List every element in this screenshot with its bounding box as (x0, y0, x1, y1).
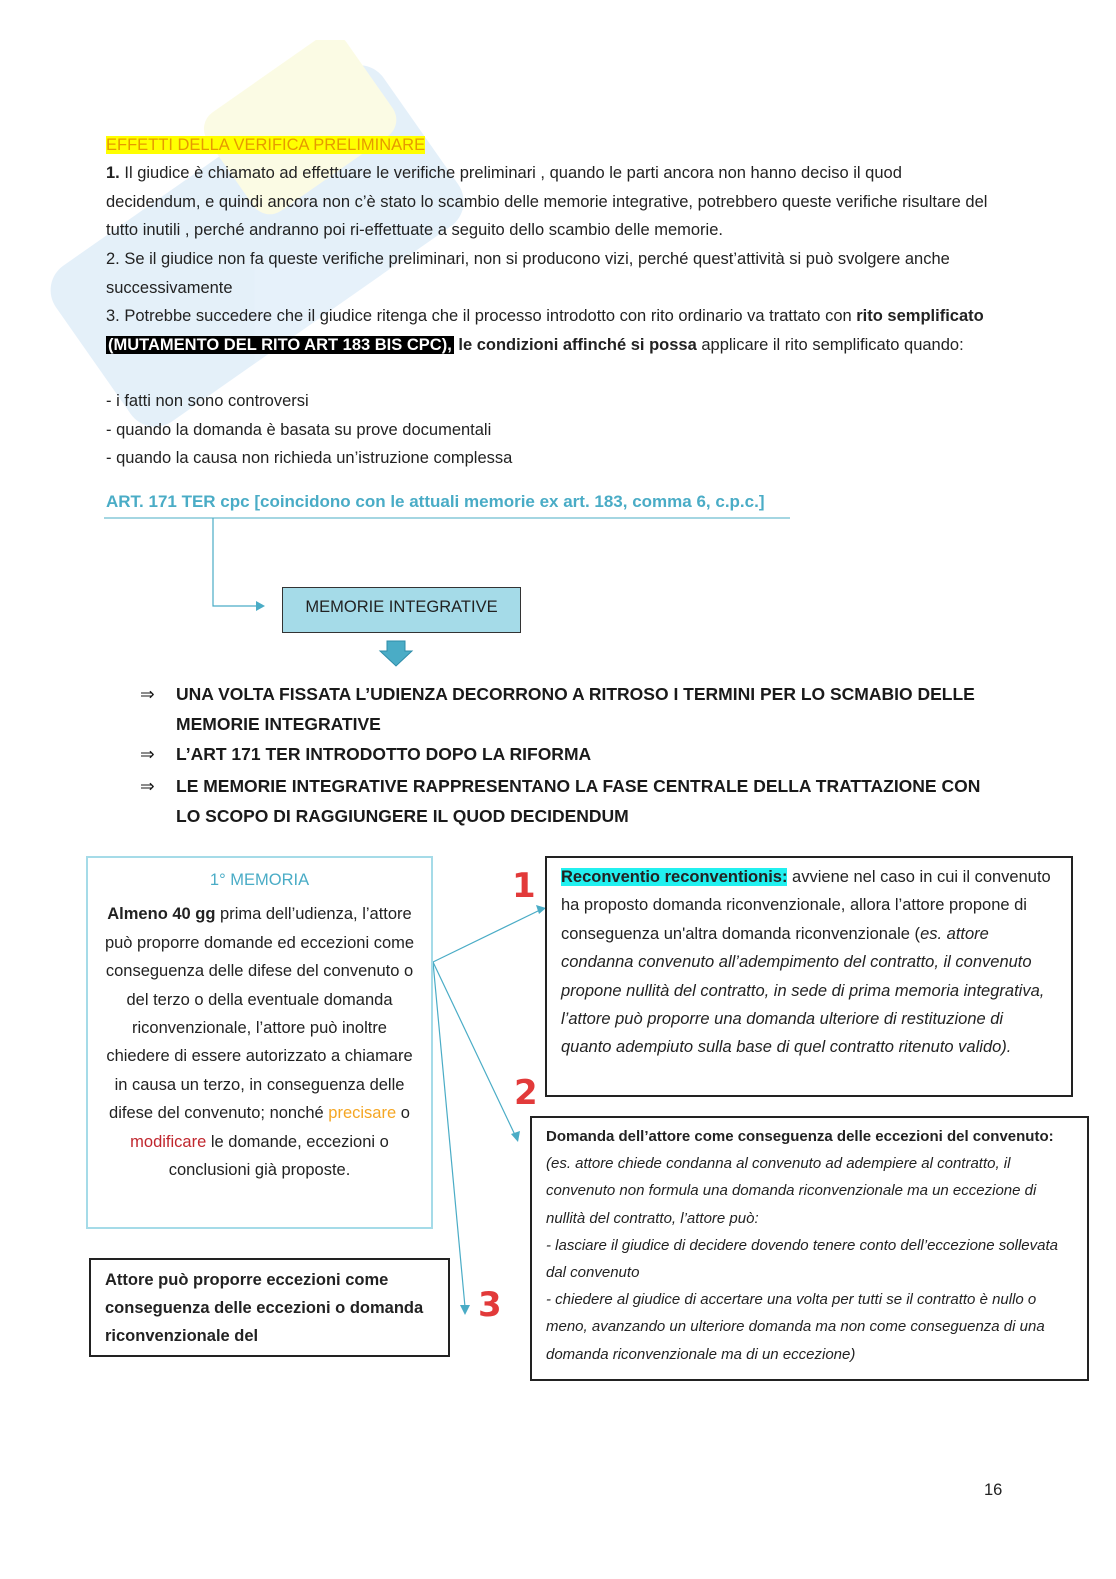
handwritten-mark-1: 1 (512, 866, 536, 906)
section-heading: EFFETTI DELLA VERIFICA PRELIMINARE (106, 136, 426, 154)
handwritten-mark-3: 3 (478, 1285, 502, 1325)
list-item: - quando la domanda è basata su prove documentali (106, 420, 492, 439)
reconventio-box: Reconventio reconventionis: avviene nel caso in cui il convenuto ha proposto domanda riconvenzionale, allora l’attore propone di conseguenza un'altra domanda riconvenzionale (es. attore condanna convenuto all’adempimento del contratto, il convenuto propone nullità del contratto, in sede di prima memoria integrativa, l’attore può proporre una domanda ulteriore di restituzione di quanto adempiuto sulla base di quel contratto ritenuto valido). (545, 856, 1073, 1097)
elbow-connector (213, 518, 256, 606)
double-arrow-icon: ⇒ (140, 776, 155, 796)
attore-eccezioni-box: Attore può proporre eccezioni come conseguenza delle eccezioni o domanda riconvenzionale del (89, 1258, 450, 1357)
memoria-1-box (86, 856, 433, 1229)
art-line: ART. 171 TER cpc [coincidono con le attuali memorie ex art. 183, comma 6, c.p.c.] (106, 492, 765, 511)
bullet-list (140, 679, 990, 831)
list-item: - quando la causa non richieda un’istruzione complessa (106, 449, 513, 468)
bullet-item: ⇒ L’ART 171 TER INTRODOTTO DOPO LA RIFORMA (140, 739, 990, 769)
list-item: - i fatti non sono controversi (106, 392, 309, 410)
arrow-to-domanda (433, 962, 515, 1135)
arrowhead-right (256, 601, 265, 611)
page-number: 16 (984, 1481, 1003, 1499)
memorie-integrative-box: MEMORIE INTEGRATIVE (282, 587, 521, 633)
arrow-to-reconventio (433, 910, 540, 962)
arrow-to-box-3 (433, 962, 465, 1307)
domanda-attore-box: Domanda dell’attore come conseguenza delle eccezioni del convenuto: (es. attore chiede condanna al convenuto ad adempiere al contratto, il convenuto non formula una domanda riconvenzionale ma un eccezione di nullità del contratto, l’attore può: - lasciare il giudice di decidere dovendo tenere conto dell’eccezione sollevata dal convenuto - chiedere al giudice di accertare una volta per tutti se il contratto è nullo o meno, avanzando un ulteriore domanda ma non come conseguenza di una domanda riconvenzionale ma di un eccezione) (530, 1116, 1089, 1381)
bullet-item: ⇒ UNA VOLTA FISSATA L’UDIENZA DECORRONO A RITROSO I TERMINI PER LO SCMABIO DELLE MEMORIE INTEGRATIVE (140, 679, 990, 739)
double-arrow-icon: ⇒ (140, 744, 155, 764)
double-arrow-icon: ⇒ (140, 684, 155, 704)
paragraph-2: 2. Se il giudice non fa queste verifiche preliminari, non si producono vizi, perché quest’attività si può svolgere anche successivamente (106, 250, 950, 297)
memoria-1-title: 1° MEMORIA (209, 871, 310, 889)
highlight-mutamento: (MUTAMENTO DEL RITO ART 183 BIS CPC), (108, 335, 452, 354)
down-arrow-icon (380, 641, 412, 666)
memoria-1-text: Almeno 40 gg prima dell’udienza, l’attore può proporre domande ed eccezioni come conseguenza delle difese del convenuto o del terzo o della eventuale domanda riconvenzionale, l’attore può inoltre chiedere di essere autorizzato a chiamare in causa un terzo, in conseguenza delle difese del convenuto; nonché precisare o modificare le domande, eccezioni o conclusioni già proposte. (104, 905, 415, 1180)
handwritten-mark-2: 2 (514, 1073, 538, 1113)
paragraph-3: 3. Potrebbe succedere che il giudice ritenga che il processo introdotto con rito ordinario va trattato con rito semplificato (MUTAMENTO DEL RITO ART 183 BIS CPC), le condizioni affinché si possa applicare il rito semplificato quando: (106, 307, 984, 354)
paragraph-1: 1. Il giudice è chiamato ad effettuare le verifiche preliminari , quando le parti ancora non hanno deciso il quod decidendum, e quindi ancora non c’è stato lo scambio delle memorie integrative, potrebbero queste verifiche risultare del tutto inutili , perché andranno poi ri-effettuate a seguito dello scambio delle memorie. (106, 164, 988, 240)
bullet-item: ⇒ LE MEMORIE INTEGRATIVE RAPPRESENTANO LA FASE CENTRALE DELLA TRATTAZIONE CON LO SCOPO DI RAGGIUNGERE IL QUOD DECIDENDUM (140, 771, 990, 831)
